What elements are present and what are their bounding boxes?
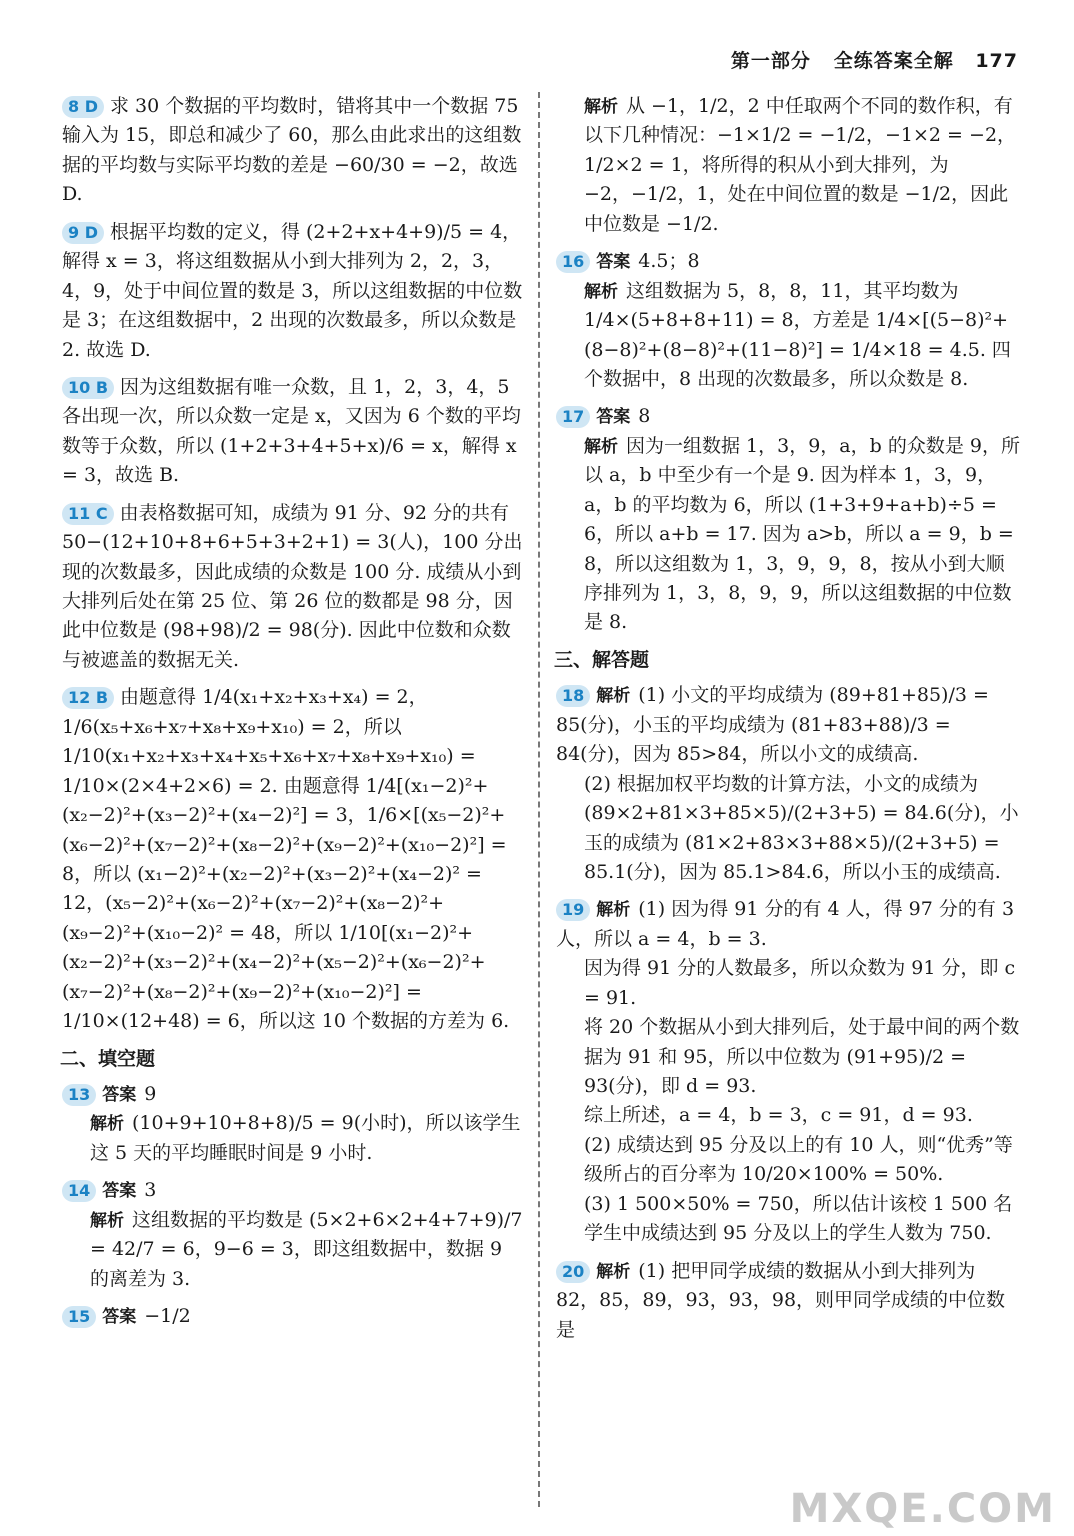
question-15-analysis xyxy=(556,92,1022,239)
question-20 xyxy=(556,1257,1022,1345)
question-tag: 19 xyxy=(556,899,590,921)
question-17 xyxy=(556,402,1022,638)
page-header xyxy=(731,46,1018,73)
column-divider xyxy=(538,92,540,1507)
question-10 xyxy=(62,373,524,491)
answer-label: 答案 xyxy=(596,252,631,273)
question-tag: 17 xyxy=(556,406,590,428)
question-12 xyxy=(62,683,524,1036)
answer-value: 3 xyxy=(144,1179,157,1202)
question-tag: 13 xyxy=(62,1084,96,1106)
analysis-label: 解析 xyxy=(596,686,631,707)
answer-label: 答案 xyxy=(102,1085,137,1105)
question-tag: 15 xyxy=(62,1306,96,1328)
analysis-label: 解析 xyxy=(584,281,618,302)
question-tag: 20 xyxy=(556,1261,590,1283)
analysis-label: 解析 xyxy=(90,1114,124,1135)
header-subtitle: 全练答案全解 xyxy=(833,50,954,72)
question-14 xyxy=(62,1176,524,1294)
answer-label: 答案 xyxy=(102,1181,137,1202)
analysis-part-1: (1) 小文的平均成绩为 (89+81+85)/3 = 85(分)，小玉的平均成绩为 (81+83+88)/3 = 84(分)，因为 85>84，所以小文的成绩高. xyxy=(556,684,989,766)
analysis-text: 这组数据的平均数是 (5×2+6×2+4+7+9)/7 = 42/7 = 6，9−6 = 3，即这组数据中，数据 9 的离差为 3. xyxy=(90,1208,523,1290)
analysis-part-2: 因为得 91 分的人数最多，所以众数为 91 分，即 c = 91. xyxy=(584,957,1016,1009)
question-tag: 10 B xyxy=(62,377,114,399)
right-column xyxy=(556,92,1022,1353)
analysis-part-2: (2) 根据加权平均数的计算方法，小文的成绩为 (89×2+81×3+85×5)/(2+3+5) = 84.6(分)，小玉的成绩为 (81×2+83×3+88×5)/(2+3+5) = 85.1(分)，因为 85.1>84.6，所以小玉的成绩高. xyxy=(584,772,1019,883)
question-tag: 12 B xyxy=(62,687,114,709)
analysis-part-6: (3) 1 500×50% = 750，所以估计该校 1 500 名学生中成绩达到 95 分及以上的学生人数为 750. xyxy=(584,1192,1013,1245)
analysis-part-4: 综上所述，a = 4，b = 3，c = 91，d = 93. xyxy=(584,1104,973,1127)
analysis-part-1: (1) 因为得 91 分的有 4 人，得 97 分的有 3 人，所以 a = 4，b = 3. xyxy=(556,898,1015,950)
question-15 xyxy=(62,1302,524,1331)
question-8 xyxy=(62,92,524,210)
page-number: 177 xyxy=(975,50,1018,72)
question-tag: 11 C xyxy=(62,503,114,525)
answer-value: 4.5；8 xyxy=(638,250,700,273)
left-column xyxy=(62,92,524,1340)
question-tag: 18 xyxy=(556,685,590,707)
analysis-part-1: (1) 把甲同学成绩的数据从小到大排列为 82，85，89，93，93，98，则甲同学成绩的中位数是 xyxy=(556,1259,1006,1341)
question-text: 由表格数据可知，成绩为 91 分、92 分的共有 50−(12+10+8+6+5+3+2+1) = 3(人)，100 分出现的次数最多，因此成绩的众数是 100 分. 成绩从小到大排列后处在第 25 位、第 26 位的数都是 98 分，因此中位数是 (98+98)/2 = 98(分). 因此中位数和众数与被遮盖的数据无关. xyxy=(62,501,523,671)
analysis-label: 解析 xyxy=(584,97,618,117)
section-heading: 三、解答题 xyxy=(554,648,650,671)
answer-label: 答案 xyxy=(596,407,631,428)
question-tag: 16 xyxy=(556,251,590,273)
question-13 xyxy=(62,1080,524,1168)
analysis-text: (10+9+10+8+8)/5 = 9(小时)，所以该学生这 5 天的平均睡眠时间是 9 小时. xyxy=(90,1112,521,1164)
question-16 xyxy=(556,247,1022,394)
analysis-part-3: 将 20 个数据从小到大排列后，处于最中间的两个数据为 91 和 95，所以中位数为 (91+95)/2 = 93(分)，即 d = 93. xyxy=(584,1016,1020,1097)
question-text: 求 30 个数据的平均数时，错将其中一个数据 75 输入为 15，即总和减少了 60，那么由此求出的这组数据的平均数与实际平均数的差是 −60/30 = −2，故选 D. xyxy=(62,95,522,206)
question-tag: 14 xyxy=(62,1180,96,1202)
analysis-label: 解析 xyxy=(596,900,631,921)
analysis-text: 因为一组数据 1，3，9，a，b 的众数是 9，所以 a，b 中至少有一个是 9. 因为样本 1，3，9，a，b 的平均数为 6，所以 (1+3+9+a+b)÷5 = 6，所以 a+b = 17. 因为 a>b，所以 a = 9，b = 8，所以这组数为 1，3，9，9，8，按从小到大顺序排列为 1，3，8，9，9，所以这组数据的中位数是 8. xyxy=(584,434,1020,634)
analysis-label: 解析 xyxy=(584,436,618,457)
analysis-text: 这组数据为 5，8，8，11，其平均数为 1/4×(5+8+8+11) = 8，方差是 1/4×[(5−8)²+(8−8)²+(8−8)²+(11−8)²] = 1/4×18 = 4.5. 四个数据中，8 出现的次数最多，所以众数是 8. xyxy=(584,279,1011,390)
answer-value: 9 xyxy=(144,1083,157,1105)
answer-value: −1/2 xyxy=(144,1305,191,1328)
answer-label: 答案 xyxy=(102,1307,137,1328)
watermark: MXQE.COM xyxy=(789,1486,1056,1532)
analysis-label: 解析 xyxy=(90,1210,124,1231)
analysis-label: 解析 xyxy=(596,1261,631,1282)
header-part: 第一部分 xyxy=(730,50,811,72)
analysis-part-5: (2) 成绩达到 95 分及以上的有 10 人，则“优秀”等级所占的百分率为 10/20×100% = 50%. xyxy=(584,1133,1013,1186)
question-text: 根据平均数的定义，得 (2+2+x+4+9)/5 = 4，解得 x = 3，将这组数据从小到大排列为 2，2，3，4，9，处于中间位置的数是 3，所以这组数据的中位数是 3；在这组数据中，2 出现的次数最多，所以众数是 2. 故选 D. xyxy=(62,220,523,361)
question-11 xyxy=(62,499,524,676)
analysis-text: 从 −1，1/2，2 中任取两个不同的数作积，有以下几种情况：−1×1/2 = −1/2，−1×2 = −2，1/2×2 = 1，将所得的积从小到大排列，为 −2，−1/2，1，处在中间位置的数是 −1/2，因此中位数是 −1/2. xyxy=(584,95,1017,235)
question-9 xyxy=(62,218,524,365)
question-18 xyxy=(556,681,1022,887)
question-tag: 9 D xyxy=(62,222,104,244)
question-tag: 8 D xyxy=(62,96,104,118)
question-19 xyxy=(556,895,1022,1248)
question-text: 因为这组数据有唯一众数，且 1，2，3，4，5 各出现一次，所以众数一定是 x，又因为 6 个数的平均数等于众数，所以 (1+2+3+4+5+x)/6 = x，解得 x = 3，故选 B. xyxy=(62,375,521,487)
answer-value: 8 xyxy=(638,405,651,428)
section-heading: 二、填空题 xyxy=(60,1047,156,1070)
question-text: 由题意得 1/4(x₁+x₂+x₃+x₄) = 2，1/6(x₅+x₆+x₇+x₈+x₉+x₁₀) = 2，所以 1/10(x₁+x₂+x₃+x₄+x₅+x₆+x₇+x₈+x₉+x₁₀) = 1/10×(2×4+2×6) = 2. 由题意得 1/4[(x₁−2)²+(x₂−2)²+(x₃−2)²+(x₄−2)²] = 3，1/6×[(x₅−2)²+(x₆−2)²+(x₇−2)²+(x₈−2)²+(x₉−2)²+(x₁₀−2)²] = 8，所以 (x₁−2)²+(x₂−2)²+(x₃−2)²+(x₄−2)² = 12，(x₅−2)²+(x₆−2)²+(x₇−2)²+(x₈−2)²+(x₉−2)²+(x₁₀−2)² = 48，所以 1/10[(x₁−2)²+(x₂−2)²+(x₃−2)²+(x₄−2)²+(x₅−2)²+(x₆−2)²+(x₇−2)²+(x₈−2)²+(x₉−2)²+(x₁₀−2)²] = 1/10×(12+48) = 6，所以这 10 个数据的方差为 6. xyxy=(62,686,510,1033)
